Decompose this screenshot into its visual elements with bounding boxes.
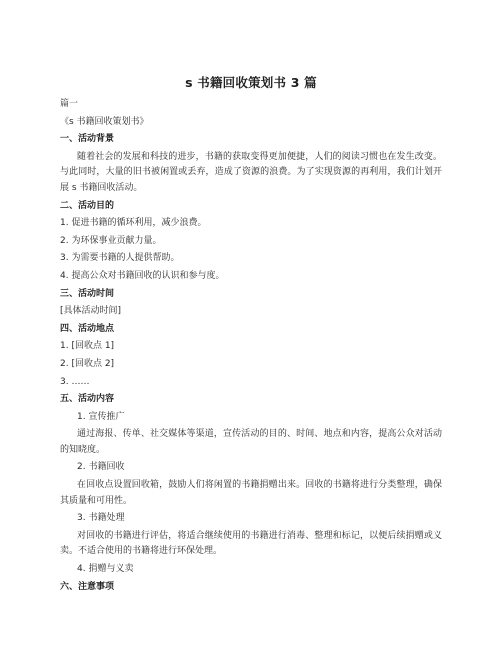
background-paragraph: 随着社会的发展和科技的进步，书籍的获取变得更加便捷，人们的阅读习惯也在发生改变。与此同时，大量的旧书被闲置或丢弃，造成了资源的浪费。为了实现资源的再利用，我们计划开展 s 书籍回收活动。	[60, 151, 442, 193]
location-item: 1. [回收点 1]	[60, 341, 115, 352]
content-subheading-processing: 3. 书籍处理	[77, 513, 125, 524]
section-heading-location: 四、活动地点	[60, 323, 115, 334]
location-item: 2. [回收点 2]	[60, 358, 115, 369]
section-heading-purpose: 二、活动目的	[60, 200, 115, 211]
activity-time-value: [具体活动时间]	[60, 306, 122, 317]
document-title: s 书籍回收策划书 3 篇	[185, 75, 317, 90]
content-subheading-promotion: 1. 宣传推广	[77, 411, 125, 422]
document-body	[60, 96, 442, 596]
purpose-item: 1. 促进书籍的循环利用，减少浪费。	[60, 218, 207, 229]
document-subtitle: 《s 书籍回收策划书》	[60, 116, 149, 127]
section-heading-background: 一、活动背景	[60, 134, 115, 145]
processing-paragraph: 对回收的书籍进行评估，将适合继续使用的书籍进行消毒、整理和标记，以便后续捐赠或义卖。不适合使用的书籍将进行环保处理。	[60, 530, 442, 557]
location-item: 3. ……	[60, 376, 90, 387]
purpose-item: 4. 提高公众对书籍回收的认识和参与度。	[60, 270, 225, 281]
part-label: 篇一	[60, 99, 79, 109]
promotion-paragraph: 通过海报、传单、社交媒体等渠道，宣传活动的目的、时间、地点和内容，提高公众对活动的知晓度。	[60, 429, 442, 455]
section-heading-time: 三、活动时间	[60, 288, 115, 299]
section-heading-notes: 六、注意事项	[60, 581, 115, 592]
purpose-item: 2. 为环保事业贡献力量。	[60, 235, 162, 246]
content-subheading-donation: 4. 捐赠与义卖	[77, 564, 134, 575]
collection-paragraph: 在回收点设置回收箱，鼓励人们将闲置的书籍捐赠出来。回收的书籍将进行分类整理，确保其质量和可用性。	[60, 480, 442, 506]
section-heading-content: 五、活动内容	[60, 394, 115, 405]
purpose-item: 3. 为需要书籍的人提供帮助。	[60, 253, 180, 264]
content-subheading-collection: 2. 书籍回收	[77, 462, 125, 473]
